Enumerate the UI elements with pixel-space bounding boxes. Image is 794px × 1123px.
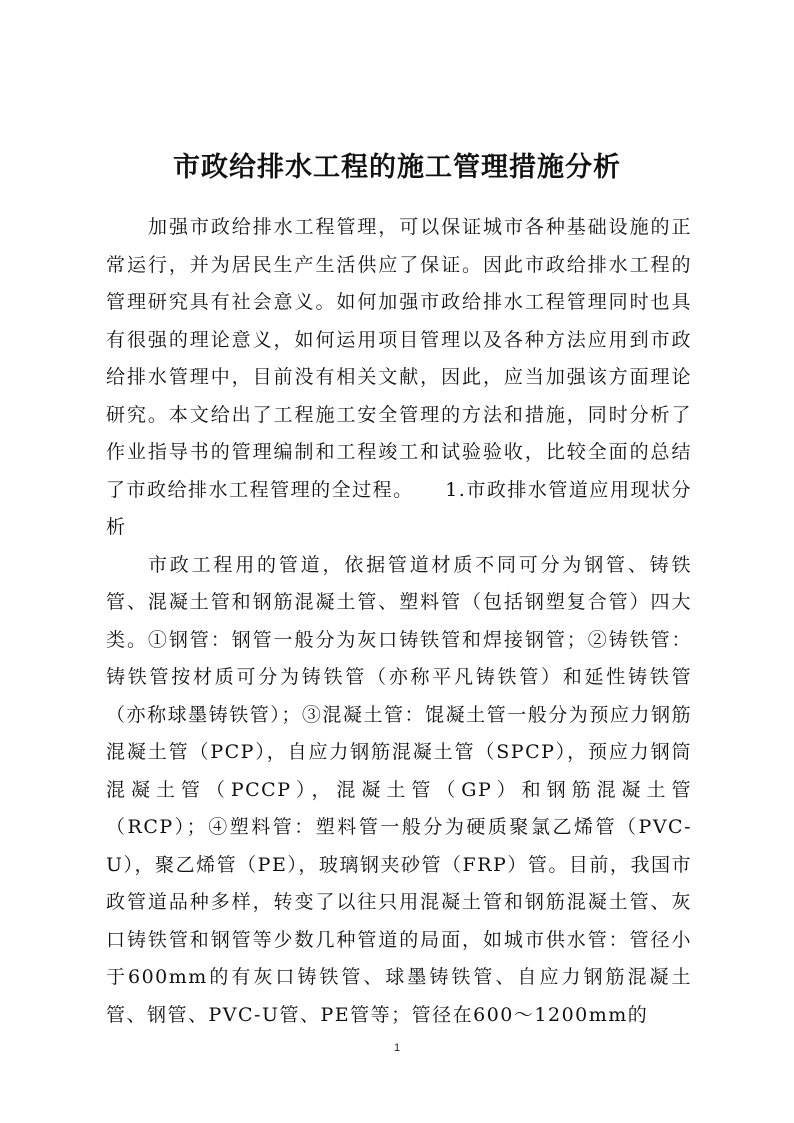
page-number: 1: [393, 1042, 401, 1054]
paragraph-pipe-types: 市政工程用的管道，依据管道材质不同可分为钢管、铸铁管、混凝土管和钢筋混凝土管、塑料管（包括钢塑复合管）四大类。①钢管：钢管一般分为灰口铸铁管和焊接钢管；②铸铁管：铸铁管按材质可分为铸铁管（亦称平凡铸铁管）和延性铸铁管（亦称球墨铸铁管）；③混凝土管：馄凝土管一般分为预应力钢筋混凝土管（PCP），自应力钢筋混凝土管（SPCP），预应力钢筒混凝土管（PCCP），混凝土管（GP）和钢筋混凝土管（RCP）；④塑料管：塑料管一般分为硬质聚氯乙烯管（PVC-U），聚乙烯管（PE），玻璃钢夹砂管（FRP）管。目前，我国市政管道品种多样，转变了以往只用混凝土管和钢筋混凝土管、灰口铸铁管和钢管等少数几种管道的局面，如城市供水管：管径小于600mm的有灰口铸铁管、球墨铸铁管、自应力钢筋混凝土管、钢管、PVC-U管、PE管等；管径在600～1200mm的: [106, 553, 692, 1026]
document-title: 市政给排水工程的施工管理措施分析: [173, 152, 621, 183]
paragraph-intro: 加强市政给排水工程管理，可以保证城市各种基础设施的正常运行，并为居民生产生活供应了保证。因此市政给排水工程的管理研究具有社会意义。如何加强市政给排水工程管理同时也具有很强的理论意义，如何运用项目管理以及各种方法应用到市政给排水管理中，目前没有相关文献，因此，应当加强该方面理论研究。本文给出了工程施工安全管理的方法和措施，同时分析了作业指导书的管理编制和工程竣工和试验验收，比较全面的总结了市政给排水工程管理的全过程。 1.市政排水管道应用现状分析: [106, 216, 692, 538]
document-body: [106, 209, 692, 1034]
